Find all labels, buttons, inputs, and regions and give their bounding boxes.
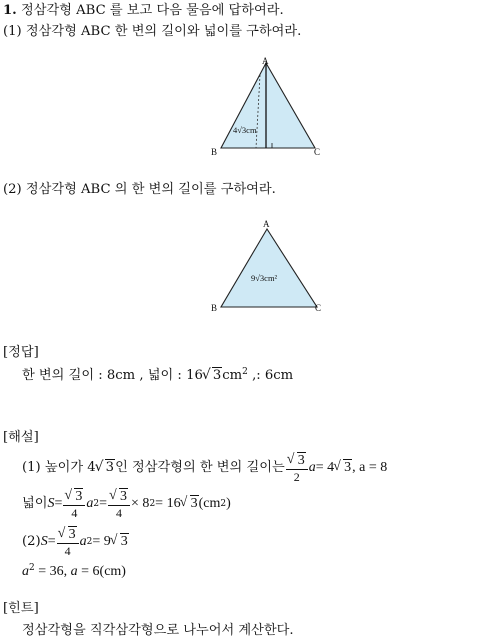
- text: = 9: [92, 534, 111, 549]
- sqrt-sign: [65, 490, 83, 504]
- text: (cm: [198, 496, 221, 511]
- text: ): [226, 496, 231, 511]
- vertex-a-label: A: [263, 219, 270, 229]
- sqrt-radicand: 3: [75, 488, 83, 504]
- problem-intro: 정삼각형 ABC 를 보고 다음 물음에 답하여라.: [20, 3, 284, 18]
- question-2: (2) 정삼각형 ABC 의 한 변의 길이를 구하여라.: [3, 182, 276, 197]
- fraction-denominator: 4: [64, 543, 71, 558]
- fraction-denominator: 4: [116, 505, 123, 520]
- sqrt-radicand: 3: [120, 534, 128, 549]
- vertex-b-label: B: [211, 303, 218, 313]
- hint-text: 정삼각형을 직각삼각형으로 나누어서 계산한다.: [22, 623, 294, 638]
- text: = 36,: [34, 564, 71, 579]
- solution-line-4: $a^2 = 36$, a = 6(cm): [22, 563, 126, 579]
- variable: a: [70, 564, 78, 579]
- text: 넓이: [22, 496, 48, 512]
- text: × 8: [131, 496, 150, 511]
- text: (1) 높이가 4: [22, 460, 96, 476]
- hint-header: [힌트]: [3, 601, 39, 616]
- text: =: [47, 534, 56, 549]
- vertex-b-label: B: [211, 147, 218, 157]
- text: =: [99, 496, 108, 511]
- sqrt-sign: [96, 461, 115, 474]
- variable: a: [86, 496, 94, 511]
- triangle-1-shape: [221, 63, 315, 148]
- text: = 16: [155, 496, 181, 511]
- sqrt-radicand: 3: [190, 496, 198, 511]
- solution-line-1: [22, 451, 387, 485]
- answer-text-end: ,: 6cm: [247, 368, 294, 383]
- height-label: 4√3cm: [233, 125, 257, 135]
- area-label: 9√3cm²: [251, 273, 278, 283]
- vertex-c-label: C: [315, 303, 322, 313]
- fraction-denominator: 4: [71, 505, 78, 520]
- sqrt-radicand: 3: [105, 460, 115, 476]
- figure-1-triangle: [205, 55, 325, 157]
- answer-line: [22, 369, 293, 382]
- solution-header: [해설]: [3, 430, 39, 445]
- text: (2): [22, 534, 41, 550]
- sqrt-sign: [334, 461, 352, 475]
- sqrt-sign: [110, 490, 128, 504]
- sqrt-sign: [59, 528, 77, 542]
- vertex-c-label: C: [314, 147, 321, 157]
- sqrt-radicand: 3: [120, 488, 128, 504]
- answer-text: 한 변의 길이 : 8cm , 넓이 : 16: [22, 368, 203, 383]
- problem-number: 1.: [3, 3, 17, 18]
- fraction: [286, 454, 308, 483]
- variable: a: [79, 534, 87, 549]
- fraction: [57, 528, 79, 557]
- triangle-2-shape: [221, 229, 317, 307]
- text: = 6(cm): [77, 564, 126, 579]
- sqrt-sign: [111, 535, 129, 549]
- fraction: [108, 490, 130, 519]
- text: = 4: [315, 460, 335, 475]
- sqrt-radicand: 3: [297, 452, 305, 468]
- fraction-denominator: 2: [293, 469, 300, 484]
- text: =: [54, 496, 63, 511]
- sqrt-sign: [203, 369, 222, 382]
- sqrt-sign: [181, 497, 199, 511]
- problem-heading: [3, 4, 284, 17]
- variable: a: [22, 564, 29, 579]
- sqrt-radicand: 3: [344, 460, 352, 475]
- text: 인 정삼각형의 한 변의 길이는: [115, 460, 285, 476]
- vertex-a-label: A: [262, 56, 269, 66]
- sqrt-radicand: 3: [212, 368, 222, 383]
- sqrt-radicand: 3: [68, 526, 76, 542]
- answer-exponent: 2: [242, 367, 248, 377]
- answer-header: [정답]: [3, 345, 39, 360]
- solution-line-2: 넓이 S = √ $\frac{3}{4}$ a 2 = √ $\frac{3}{4}$ × 8 2 = 16 √ 3 (cm 2 ): [22, 487, 231, 521]
- solution-line-3: (2) S = √ $\frac{3}{4}$ a 2 = 9 √ 3: [22, 525, 129, 559]
- fraction: [63, 490, 85, 519]
- sqrt-sign: [288, 454, 306, 468]
- variable: S: [40, 534, 48, 549]
- answer-unit: cm: [222, 368, 243, 383]
- figure-2-triangle: [205, 218, 325, 318]
- variable: a: [308, 460, 316, 475]
- variable: S: [47, 496, 55, 511]
- text: , a = 8: [352, 460, 388, 475]
- question-1: (1) 정삼각형 ABC 한 변의 길이와 넓이를 구하여라.: [3, 24, 302, 39]
